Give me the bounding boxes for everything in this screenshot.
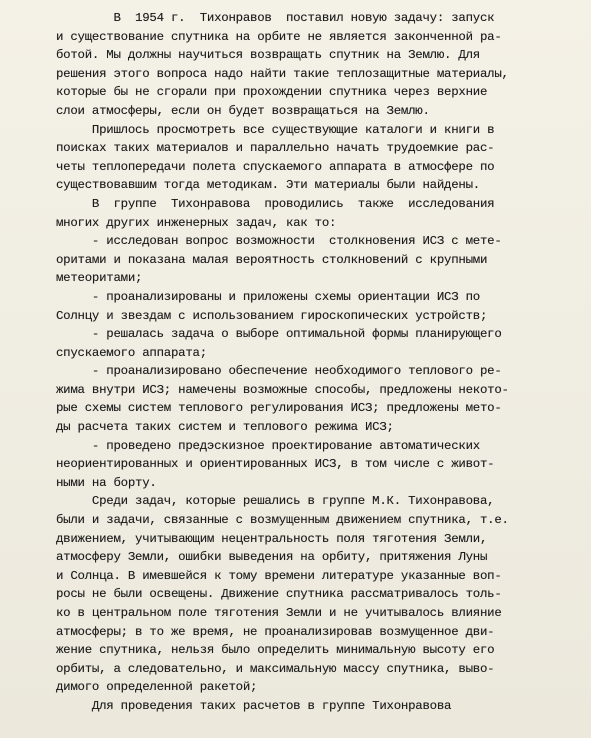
text-line: и существование спутника на орбите не является законченной ра- (56, 29, 502, 44)
text-line: - проанализированы и приложены схемы ориентации ИСЗ по (56, 289, 480, 304)
text-line: орбиты, а следовательно, и максимальную массу спутника, выво- (56, 661, 495, 676)
text-line: Для проведения таких расчетов в группе Тихонравова (56, 698, 452, 713)
text-line: неориентированных и ориентированных ИСЗ, в том числе с живот- (56, 457, 495, 472)
text-line: решения этого вопроса надо найти такие теплозащитные материалы, (56, 66, 509, 81)
text-line: четы теплопередачи полета спускаемого аппарата в атмосфере по (56, 159, 495, 174)
text-line: которые бы не сгорали при прохождении спутника через верхние (56, 85, 488, 100)
text-line: димого определенной ракетой; (56, 680, 258, 695)
typewritten-text (56, 9, 584, 716)
text-line: - проведено предэскизное проектирование автоматических (56, 438, 480, 453)
text-line: ботой. Мы должны научиться возвращать спутник на Землю. Для (56, 48, 480, 63)
text-line: атмосферы; в то же время, не проанализировав возмущенное дви- (56, 624, 495, 639)
text-line: слои атмосферы, если он будет возвращаться на Землю. (56, 103, 430, 118)
text-line: были и задачи, связанные с возмущенным движением спутника, т.е. (56, 513, 509, 528)
text-line: атмосферу Земли, ошибки выведения на орбиту, притяжения Луны (56, 550, 488, 565)
text-line: ными на борту. (56, 475, 157, 490)
text-line: существовавшим тогда методикам. Эти материалы были найдены. (56, 178, 480, 193)
text-line: Среди задач, которые решались в группе М.К. Тихонравова, (56, 494, 495, 509)
text-line: многих других инженерных задач, как то: (56, 215, 337, 230)
text-line: - решалась задача о выборе оптимальной формы планирующего (56, 327, 502, 342)
text-line: спускаемого аппарата; (56, 345, 207, 360)
text-line: движением, учитывающим нецентральность поля тяготения Земли, (56, 531, 488, 546)
text-line: В группе Тихонравова проводились также исследования (56, 196, 495, 211)
text-line: Пришлось просмотреть все существующие каталоги и книги в (56, 122, 495, 137)
text-line: ко в центральном поле тяготения Земли и не учитывалось влияние (56, 606, 502, 620)
text-line: Солнцу и звездам с использованием гироскопических устройств; (56, 308, 488, 323)
text-line: жима внутри ИСЗ; намечены возможные способы, предложены некото- (56, 382, 509, 397)
text-line: и Солнца. В имевшейся к тому времени литературе указанные воп- (56, 568, 502, 583)
text-line: - проанализировано обеспечение необходимого теплового ре- (56, 364, 502, 379)
text-line: метеоритами; (56, 271, 143, 286)
text-line: ды расчета таких систем и теплового режима ИСЗ; (56, 420, 394, 435)
text-line: жение спутника, нельзя было определить минимальную высоту его (56, 643, 495, 658)
text-line: В 1954 г. Тихонравов поставил новую задачу: запуск (56, 11, 495, 25)
text-line: росы не были освещены. Движение спутника рассматривалось толь- (56, 587, 502, 602)
text-line: оритами и показана малая вероятность столкновений с крупными (56, 252, 488, 267)
text-line: - исследован вопрос возможности столкновения ИСЗ с мете- (56, 234, 502, 249)
text-line: рые схемы систем теплового регулирования ИСЗ; предложены мето- (56, 401, 502, 416)
text-line: поисках таких материалов и параллельно начать трудоемкие рас- (56, 141, 495, 156)
